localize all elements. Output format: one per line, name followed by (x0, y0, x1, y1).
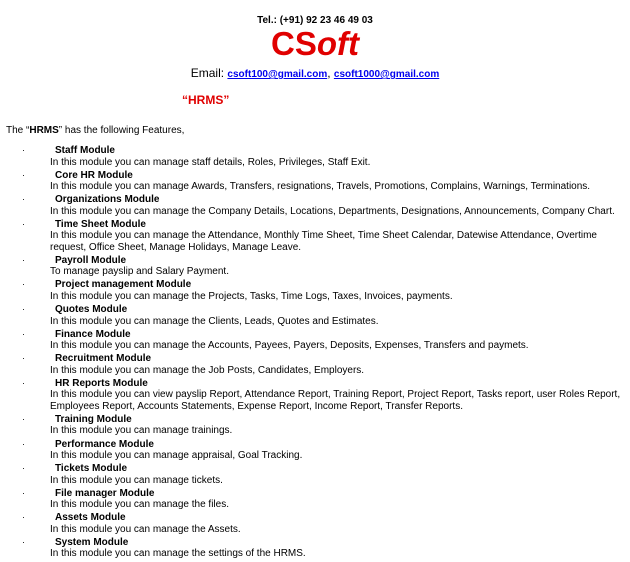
bullet-icon: · (22, 304, 25, 315)
feature-item (0, 304, 630, 327)
feature-description: In this module you can manage the Projects, Tasks, Time Logs, Taxes, Invoices, payments. (50, 290, 453, 302)
feature-title: File manager Module (55, 487, 155, 499)
feature-description: In this module you can manage the Accounts, Payees, Payers, Deposits, Expenses, Transfers and paymets. (50, 340, 529, 352)
intro-bold: HRMS (29, 125, 59, 136)
bullet-icon: · (22, 145, 25, 155)
bullet-icon: · (22, 218, 25, 229)
feature-title: Quotes Module (55, 304, 128, 316)
feature-title: Tickets Module (55, 463, 128, 475)
feature-description: In this module you can manage the Attendance, Monthly Time Sheet, Time Sheet Calendar, Datewise Attendance, Overtime request, Office Sheet, Manage Holidays, Manage Leave. (50, 230, 597, 253)
feature-title: Project management Module (55, 279, 192, 291)
hrms-title: “HRMS” (182, 93, 230, 107)
feature-title: HR Reports Module (55, 377, 148, 389)
feature-description: In this module you can manage the Clients, Leads, Quotes and Estimates. (50, 315, 379, 327)
feature-item (0, 414, 630, 437)
feature-description: In this module you can manage appraisal, Goal Tracking. (50, 450, 303, 462)
bullet-icon: · (22, 353, 25, 364)
bullet-icon: · (22, 487, 25, 498)
feature-description: In this module you can view payslip Report, Attendance Report, Training Report, Project Report, Tasks report, user Roles Report, Employees Report, Accounts Statements, Expense Report, Income Report, Transfer Reports. (50, 389, 621, 412)
csoft-logo (0, 24, 630, 64)
feature-description: In this module you can manage the settings of the HRMS. (50, 548, 306, 560)
telephone-line: Tel.: (+91) 92 23 46 49 03 (257, 15, 373, 26)
bullet-icon: · (22, 254, 25, 265)
bullet-icon: · (22, 377, 25, 388)
bullet-icon: · (22, 536, 25, 547)
feature-description: In this module you can manage the Job Posts, Candidates, Employers. (50, 364, 365, 376)
email-separator: , (327, 66, 334, 80)
email-link-2[interactable]: csoft1000@gmail.com (333, 69, 440, 80)
feature-item (0, 279, 630, 302)
feature-description: In this module you can manage trainings. (50, 425, 233, 437)
feature-item (0, 463, 630, 486)
bullet-icon: · (22, 438, 25, 449)
intro-pre: The “ (6, 125, 30, 136)
bullet-icon: · (22, 169, 25, 180)
feature-list (0, 145, 630, 562)
feature-title: Assets Module (55, 512, 126, 524)
feature-title: Finance Module (55, 328, 131, 340)
feature-item (0, 219, 630, 254)
logo-oft: oft (316, 25, 359, 62)
bullet-icon: · (22, 194, 25, 205)
intro-post: ” has the following Features, (58, 125, 185, 136)
feature-item (0, 488, 630, 511)
bullet-icon: · (22, 413, 25, 424)
feature-description: In this module you can manage staff details, Roles, Privileges, Staff Exit. (50, 156, 371, 168)
bullet-icon: · (22, 512, 25, 523)
feature-item (0, 194, 630, 217)
feature-item (0, 255, 630, 278)
bullet-icon: · (22, 328, 25, 339)
feature-item (0, 512, 630, 535)
feature-item (0, 170, 630, 193)
feature-item (0, 145, 630, 168)
feature-title: Time Sheet Module (55, 218, 146, 230)
feature-title: Payroll Module (55, 254, 127, 266)
feature-item (0, 378, 630, 413)
feature-title: Organizations Module (55, 194, 160, 206)
feature-description: In this module you can manage the files. (50, 499, 229, 511)
feature-title: Staff Module (55, 145, 115, 156)
feature-title: Training Module (55, 413, 132, 425)
intro-text (6, 125, 184, 136)
feature-title: System Module (55, 536, 129, 548)
bullet-icon: · (22, 279, 25, 290)
bullet-icon: · (22, 463, 25, 474)
feature-title: Performance Module (55, 438, 154, 450)
email-link-1[interactable]: csoft100@gmail.com (227, 69, 328, 80)
feature-description: In this module you can manage the Assets. (50, 523, 241, 535)
feature-description: To manage payslip and Salary Payment. (50, 266, 229, 278)
feature-description: In this module you can manage the Company Details, Locations, Departments, Designations, Announcements, Company Chart. (50, 205, 615, 217)
feature-item (0, 537, 630, 560)
feature-title: Core HR Module (55, 169, 133, 181)
feature-item (0, 439, 630, 462)
email-label: Email: (190, 66, 228, 80)
email-line (0, 66, 630, 80)
feature-title: Recruitment Module (55, 353, 152, 365)
feature-description: In this module you can manage tickets. (50, 474, 223, 486)
feature-item (0, 353, 630, 376)
feature-item (0, 329, 630, 352)
logo-cs: CS (271, 25, 317, 62)
feature-description: In this module you can manage Awards, Transfers, resignations, Travels, Promotions, Complains, Warnings, Terminations. (50, 181, 591, 193)
